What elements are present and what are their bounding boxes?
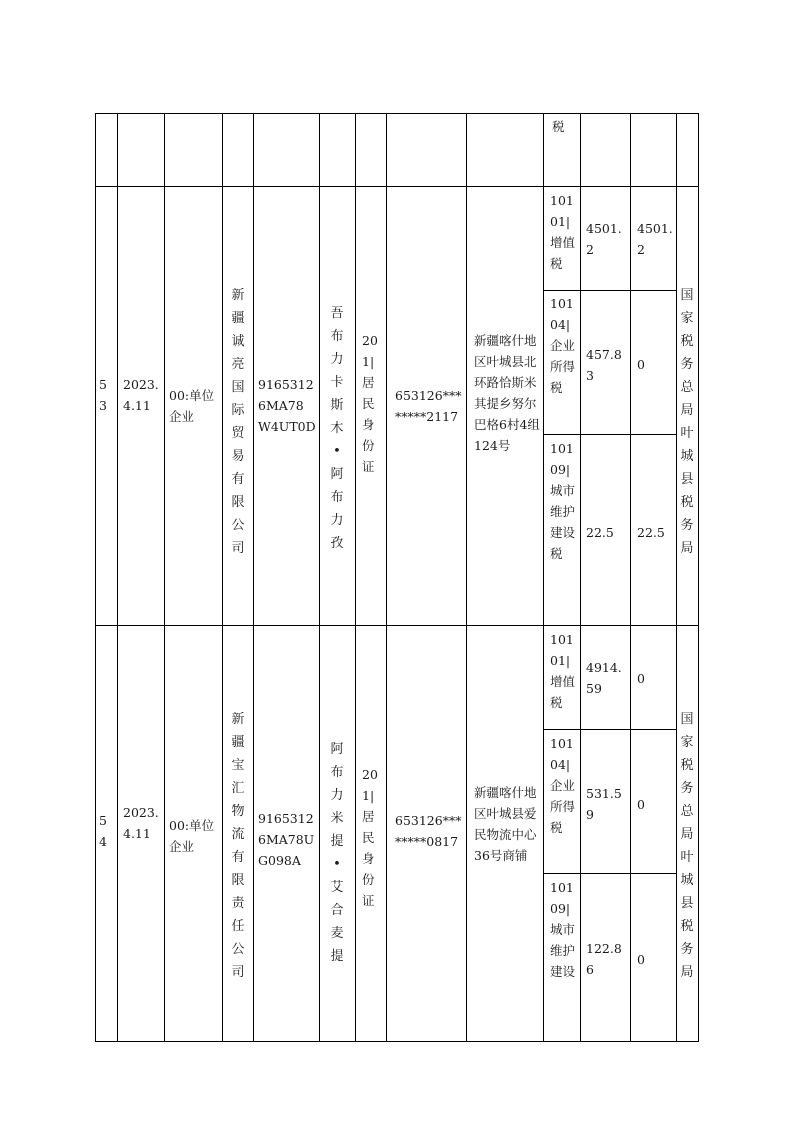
record-id-number: 653126********0817 — [395, 813, 462, 849]
column-divider — [580, 113, 581, 1042]
record-date: 2023.4.11 — [123, 377, 159, 413]
record-seq: 54 — [99, 813, 107, 849]
record-type: 00:单位企业 — [169, 388, 215, 424]
record-credit-code: 91653126MA78W4UT0D — [258, 377, 316, 434]
record-date: 2023.4.11 — [123, 805, 159, 841]
column-divider — [698, 113, 699, 1042]
tax-item: 10109|城市维护建设 — [550, 880, 576, 979]
tax-balance: 4501.2 — [637, 221, 673, 257]
record-agency: 国家税务总局叶城县税务局 — [680, 712, 694, 980]
record-company: 新疆宝汇物流有限责任公司 — [231, 712, 245, 980]
record-person: 吾布力卡斯木•阿布力孜 — [330, 306, 344, 551]
column-divider — [543, 113, 544, 1042]
record-seq: 53 — [99, 377, 107, 413]
row-divider — [95, 625, 699, 626]
tax-row-divider — [543, 873, 676, 874]
record-agency: 国家税务总局叶城县税务局 — [680, 288, 694, 556]
record-company: 新疆诚亮国际贸易有限公司 — [231, 288, 245, 556]
record-id-type: 201|居民身份证 — [362, 333, 378, 474]
tax-item: 10104|企业所得税 — [550, 296, 576, 395]
record-type: 00:单位企业 — [169, 818, 215, 854]
column-divider — [386, 113, 387, 1042]
row-divider — [95, 186, 699, 187]
tax-amount: 22.5 — [586, 525, 614, 540]
tax-item: 10101|增值税 — [550, 632, 576, 710]
tax-row-divider — [543, 434, 676, 435]
tax-amount: 4914.59 — [586, 660, 622, 696]
tax-row-divider — [543, 290, 676, 291]
tax-balance: 22.5 — [637, 525, 665, 540]
column-divider — [676, 113, 677, 1042]
column-divider — [319, 113, 320, 1042]
record-credit-code: 91653126MA78UG098A — [258, 811, 315, 868]
tax-item: 10104|企业所得税 — [550, 736, 576, 835]
tax-item: 10109|城市维护建设税 — [550, 441, 576, 561]
record-id-number: 653126********2117 — [395, 388, 462, 424]
continued-tax-item: 税 — [552, 119, 565, 134]
column-divider — [95, 113, 96, 1042]
column-divider — [630, 113, 631, 1042]
column-divider — [164, 113, 165, 1042]
record-address: 新疆喀什地区叶城县爱民物流中心36号商铺 — [474, 785, 537, 863]
tax-amount: 4501.2 — [586, 221, 622, 257]
record-person: 阿布力米提•艾合麦提 — [330, 742, 344, 964]
table-top-border — [95, 113, 699, 114]
tax-item: 10101|增值税 — [550, 193, 576, 271]
tax-amount: 531.59 — [586, 786, 622, 822]
column-divider — [355, 113, 356, 1042]
tax-balance: 0 — [637, 357, 645, 372]
column-divider — [253, 113, 254, 1042]
table-bottom-border — [95, 1041, 699, 1042]
tax-amount: 122.86 — [586, 941, 622, 977]
column-divider — [466, 113, 467, 1042]
tax-balance: 0 — [637, 671, 645, 686]
record-address: 新疆喀什地区叶城县北环路恰斯米其提乡努尔巴格6村4组124号 — [474, 333, 540, 453]
tax-row-divider — [543, 729, 676, 730]
record-id-type: 201|居民身份证 — [362, 767, 378, 908]
tax-balance: 0 — [637, 797, 645, 812]
column-divider — [117, 113, 118, 1042]
tax-balance: 0 — [637, 952, 645, 967]
tax-amount: 457.83 — [586, 347, 622, 383]
column-divider — [222, 113, 223, 1042]
